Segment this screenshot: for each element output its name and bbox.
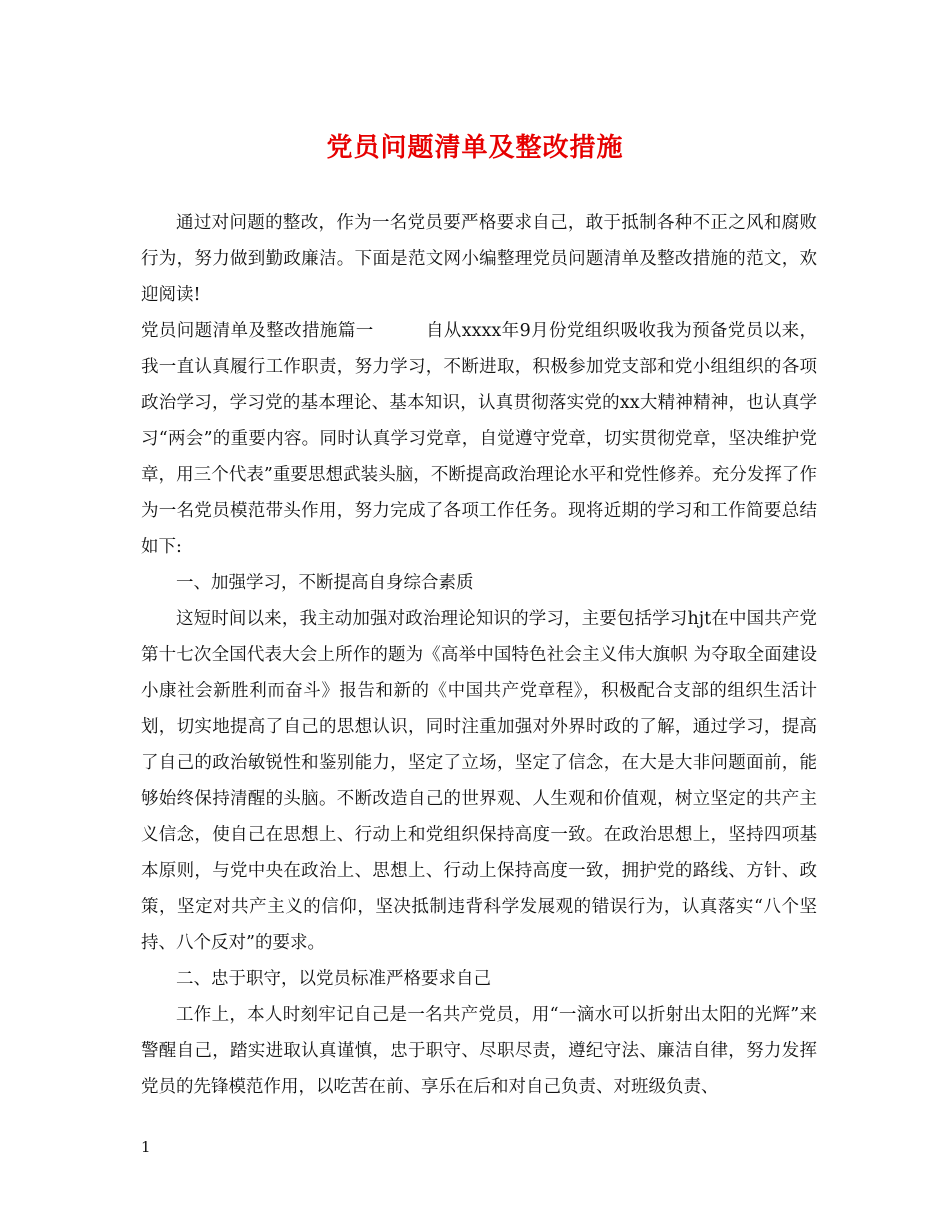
intro-paragraph: 通过对问题的整改，作为一名党员要严格要求自己，敢于抵制各种不正之风和腐败行为，努力做到勤政廉洁。下面是范文网小编整理党员问题清单及整改措施的范文，欢迎阅读! xyxy=(141,213,817,305)
section-label: 党员问题清单及整改措施篇一 xyxy=(141,321,374,341)
paragraph-2: 工作上，本人时刻牢记自己是一名共产党员，用“一滴水可以折射出太阳的光辉”来警醒自己，踏实进取认真谨慎，忠于职守、尽职尽责，遵纪守法、廉洁自律，努力发挥党员的先锋模范作用，以吃苦在前、享乐在后和对自己负责、对班级负责、 xyxy=(141,1005,817,1097)
section-text: 自从xxxx年9月份党组织吸收我为预备党员以来，我一直认真履行工作职责，努力学习，不断进取，积极参加党支部和党小组组织的各项政治学习，学习党的基本理论、基本知识，认真贯彻落实党的xx大精神精神，也认真学习“两会”的重要内容。同时认真学习党章，自觉遵守党章，切实贯彻党章，坚决维护党章，用三个代表”重要思想武装头脑，不断提高政治理论水平和党性修养。充分发挥了作为一名党员模范带头作用，努力完成了各项工作任务。现将近期的学习和工作简要总结如下: xyxy=(141,321,817,557)
document-title: 党员问题清单及整改措施 xyxy=(326,133,624,163)
document-body xyxy=(141,205,817,1105)
page-number: 1 xyxy=(141,1138,151,1156)
paragraph-1: 这短时间以来，我主动加强对政治理论知识的学习，主要包括学习hjt在中国共产党第十七次全国代表大会上所作的题为《高举中国特色社会主义伟大旗帜 为夺取全面建设小康社会新胜利而奋斗》报告和新的《中国共产党章程》，积极配合支部的组织生活计划，切实地提高了自己的思想认识，同时注重加强对外界时政的了解，通过学习，提高了自己的政治敏锐性和鉴别能力，坚定了立场，坚定了信念，在大是大非问题面前，能够始终保持清醒的头脑。不断改造自己的世界观、人生观和价值观，树立坚定的共产主义信念，使自己在思想上、行动上和党组织保持高度一致。在政治思想上，坚持四项基本原则，与党中央在政治上、思想上、行动上保持高度一致，拥护党的路线、方针、政策，坚定对共产主义的信仰，坚决抵制违背科学发展观的错误行为，认真落实“八个坚持、八个反对”的要求。 xyxy=(141,609,817,953)
heading-2: 二、忠于职守，以党员标准严格要求自己 xyxy=(176,969,491,989)
heading-1: 一、加强学习，不断提高自身综合素质 xyxy=(176,573,474,593)
section-paragraph xyxy=(141,313,817,565)
